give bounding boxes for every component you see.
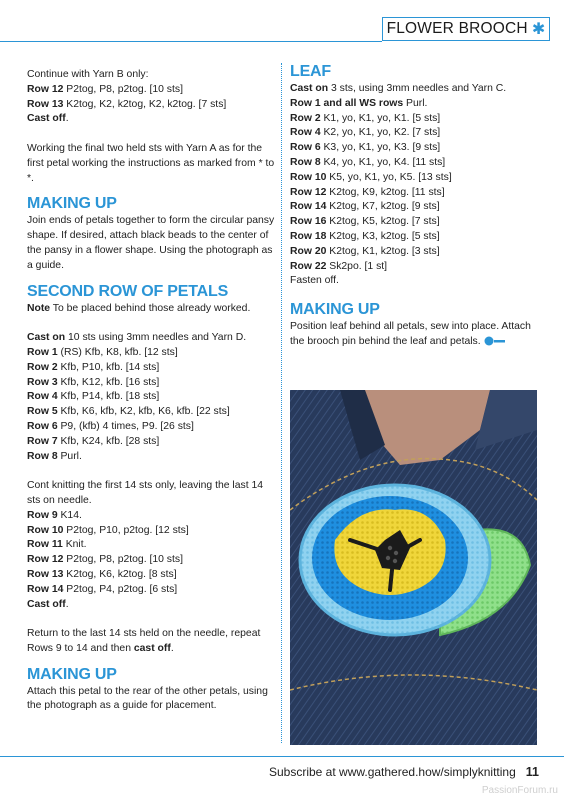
right-column <box>290 63 540 350</box>
pattern-row: Cast off. <box>27 113 69 125</box>
pattern-row: Row 2 K1, yo, K1, yo, K1. [5 sts] <box>290 112 441 124</box>
page-number: 11 <box>525 765 539 779</box>
instruction-paragraph: Cont knitting the first 14 sts only, leaving the last 14 sts on needle. <box>27 480 264 506</box>
note-line: Note To be placed behind those already worked. <box>27 302 251 314</box>
cast-on-line: Cast on 3 sts, using 3mm needles and Yarn C. <box>290 83 507 94</box>
pattern-row: Row 12 P2tog, P8, p2tog. [10 sts] <box>27 83 183 95</box>
pattern-row: Row 8 Purl. <box>27 450 82 462</box>
pattern-row: Row 6 P9, (kfb) 4 times, P9. [26 sts] <box>27 420 194 432</box>
instruction-paragraph: Attach this petal to the rear of the other petals, using the photograph as a guide for placement. <box>27 685 268 712</box>
header-rule <box>0 41 382 42</box>
pattern-row: Row 1 and all WS rows Purl. <box>290 97 428 109</box>
pattern-row: Row 22 Sk2po. [1 st] <box>290 260 388 272</box>
pattern-row: Row 1 (RS) Kfb, K8, kfb. [12 sts] <box>27 346 178 358</box>
pattern-row: Row 9 K14. <box>27 509 82 521</box>
pattern-row: Row 2 Kfb, P10, kfb. [14 sts] <box>27 361 160 373</box>
pattern-row: Row 18 K2tog, K3, k2tog. [5 sts] <box>290 230 440 242</box>
cast-on-line: Cast on 10 sts using 3mm needles and Yarn D. <box>27 332 247 344</box>
pattern-row: Row 8 K4, yo, K1, yo, K4. [11 sts] <box>290 156 446 168</box>
pattern-row: Row 13 K2tog, K2, k2tog, K2, k2tog. [7 sts] <box>27 98 227 110</box>
watermark: PassionForum.ru <box>481 785 558 796</box>
pattern-row: Row 12 K2tog, K9, k2tog. [11 sts] <box>290 186 445 198</box>
pattern-row: Row 14 K2tog, K7, k2tog. [9 sts] <box>290 201 440 213</box>
heading-making-up: MAKING UP <box>27 195 117 213</box>
instruction-paragraph: Working the final two held sts with Yarn A as for the first petal working the instructions as marked from * to *. <box>27 142 275 184</box>
pattern-row: Row 20 K2tog, K1, k2tog. [3 sts] <box>290 245 440 257</box>
heading-second-row: SECOND ROW OF PETALS <box>27 282 229 300</box>
subscribe-link[interactable]: Subscribe at www.gathered.how/simplyknitting <box>268 765 516 779</box>
section-title: FLOWER BROOCH <box>386 20 528 37</box>
end-mark-icon <box>484 336 506 346</box>
pattern-row: Row 14 P2tog, P4, p2tog. [6 sts] <box>27 583 178 595</box>
pattern-row: Row 10 P2tog, P10, p2tog. [12 sts] <box>27 524 189 536</box>
footer-rule <box>0 756 564 757</box>
left-column <box>27 68 277 714</box>
pattern-row: Row 7 Kfb, K24, kfb. [28 sts] <box>27 435 160 447</box>
footer <box>269 765 539 779</box>
pattern-row: Row 13 K2tog, K6, k2tog. [8 sts] <box>27 568 177 580</box>
pattern-row: Row 3 Kfb, K12, kfb. [16 sts] <box>27 376 160 388</box>
instruction-paragraph: Position leaf behind all petals, sew into place. Attach the brooch pin behind the leaf and petals. <box>290 321 531 347</box>
intro-line: Continue with Yarn B only: <box>27 69 149 80</box>
pattern-row: Row 12 P2tog, P8, p2tog. [10 sts] <box>27 554 183 566</box>
column-divider <box>281 63 282 743</box>
pattern-row: Row 11 Knit. <box>27 539 87 551</box>
heading-making-up: MAKING UP <box>290 301 380 319</box>
heading-making-up: MAKING UP <box>27 665 117 683</box>
heading-leaf: LEAF <box>290 63 331 80</box>
instruction-paragraph: Join ends of petals together to form the circular pansy shape. If desired, attach black beads to the center of the pansy in a flower shape. Using the photograph as a guide. <box>27 215 275 271</box>
pattern-row: Row 4 Kfb, P14, kfb. [18 sts] <box>27 391 160 403</box>
knitted-pansy-brooch-photo <box>290 390 537 745</box>
pattern-row: Row 6 K3, yo, K1, yo, K3. [9 sts] <box>290 142 441 154</box>
pattern-row: Cast off. <box>27 598 69 610</box>
pattern-row: Row 16 K2tog, K5, k2tog. [7 sts] <box>290 216 440 228</box>
pattern-row: Row 5 Kfb, K6, kfb, K2, kfb, K6, kfb. [22 sts] <box>27 406 230 418</box>
asterisk-icon: ✱ <box>531 21 546 38</box>
instruction-paragraph: Return to the last 14 sts held on the needle, repeat Rows 9 to 14 and then cast off. <box>27 628 261 654</box>
pattern-row: Row 4 K2, yo, K1, yo, K2. [7 sts] <box>290 127 441 139</box>
pattern-row: Fasten off. <box>290 275 339 287</box>
pattern-row: Row 10 K5, yo, K1, yo, K5. [13 sts] <box>290 171 452 183</box>
section-title-box <box>382 17 550 41</box>
